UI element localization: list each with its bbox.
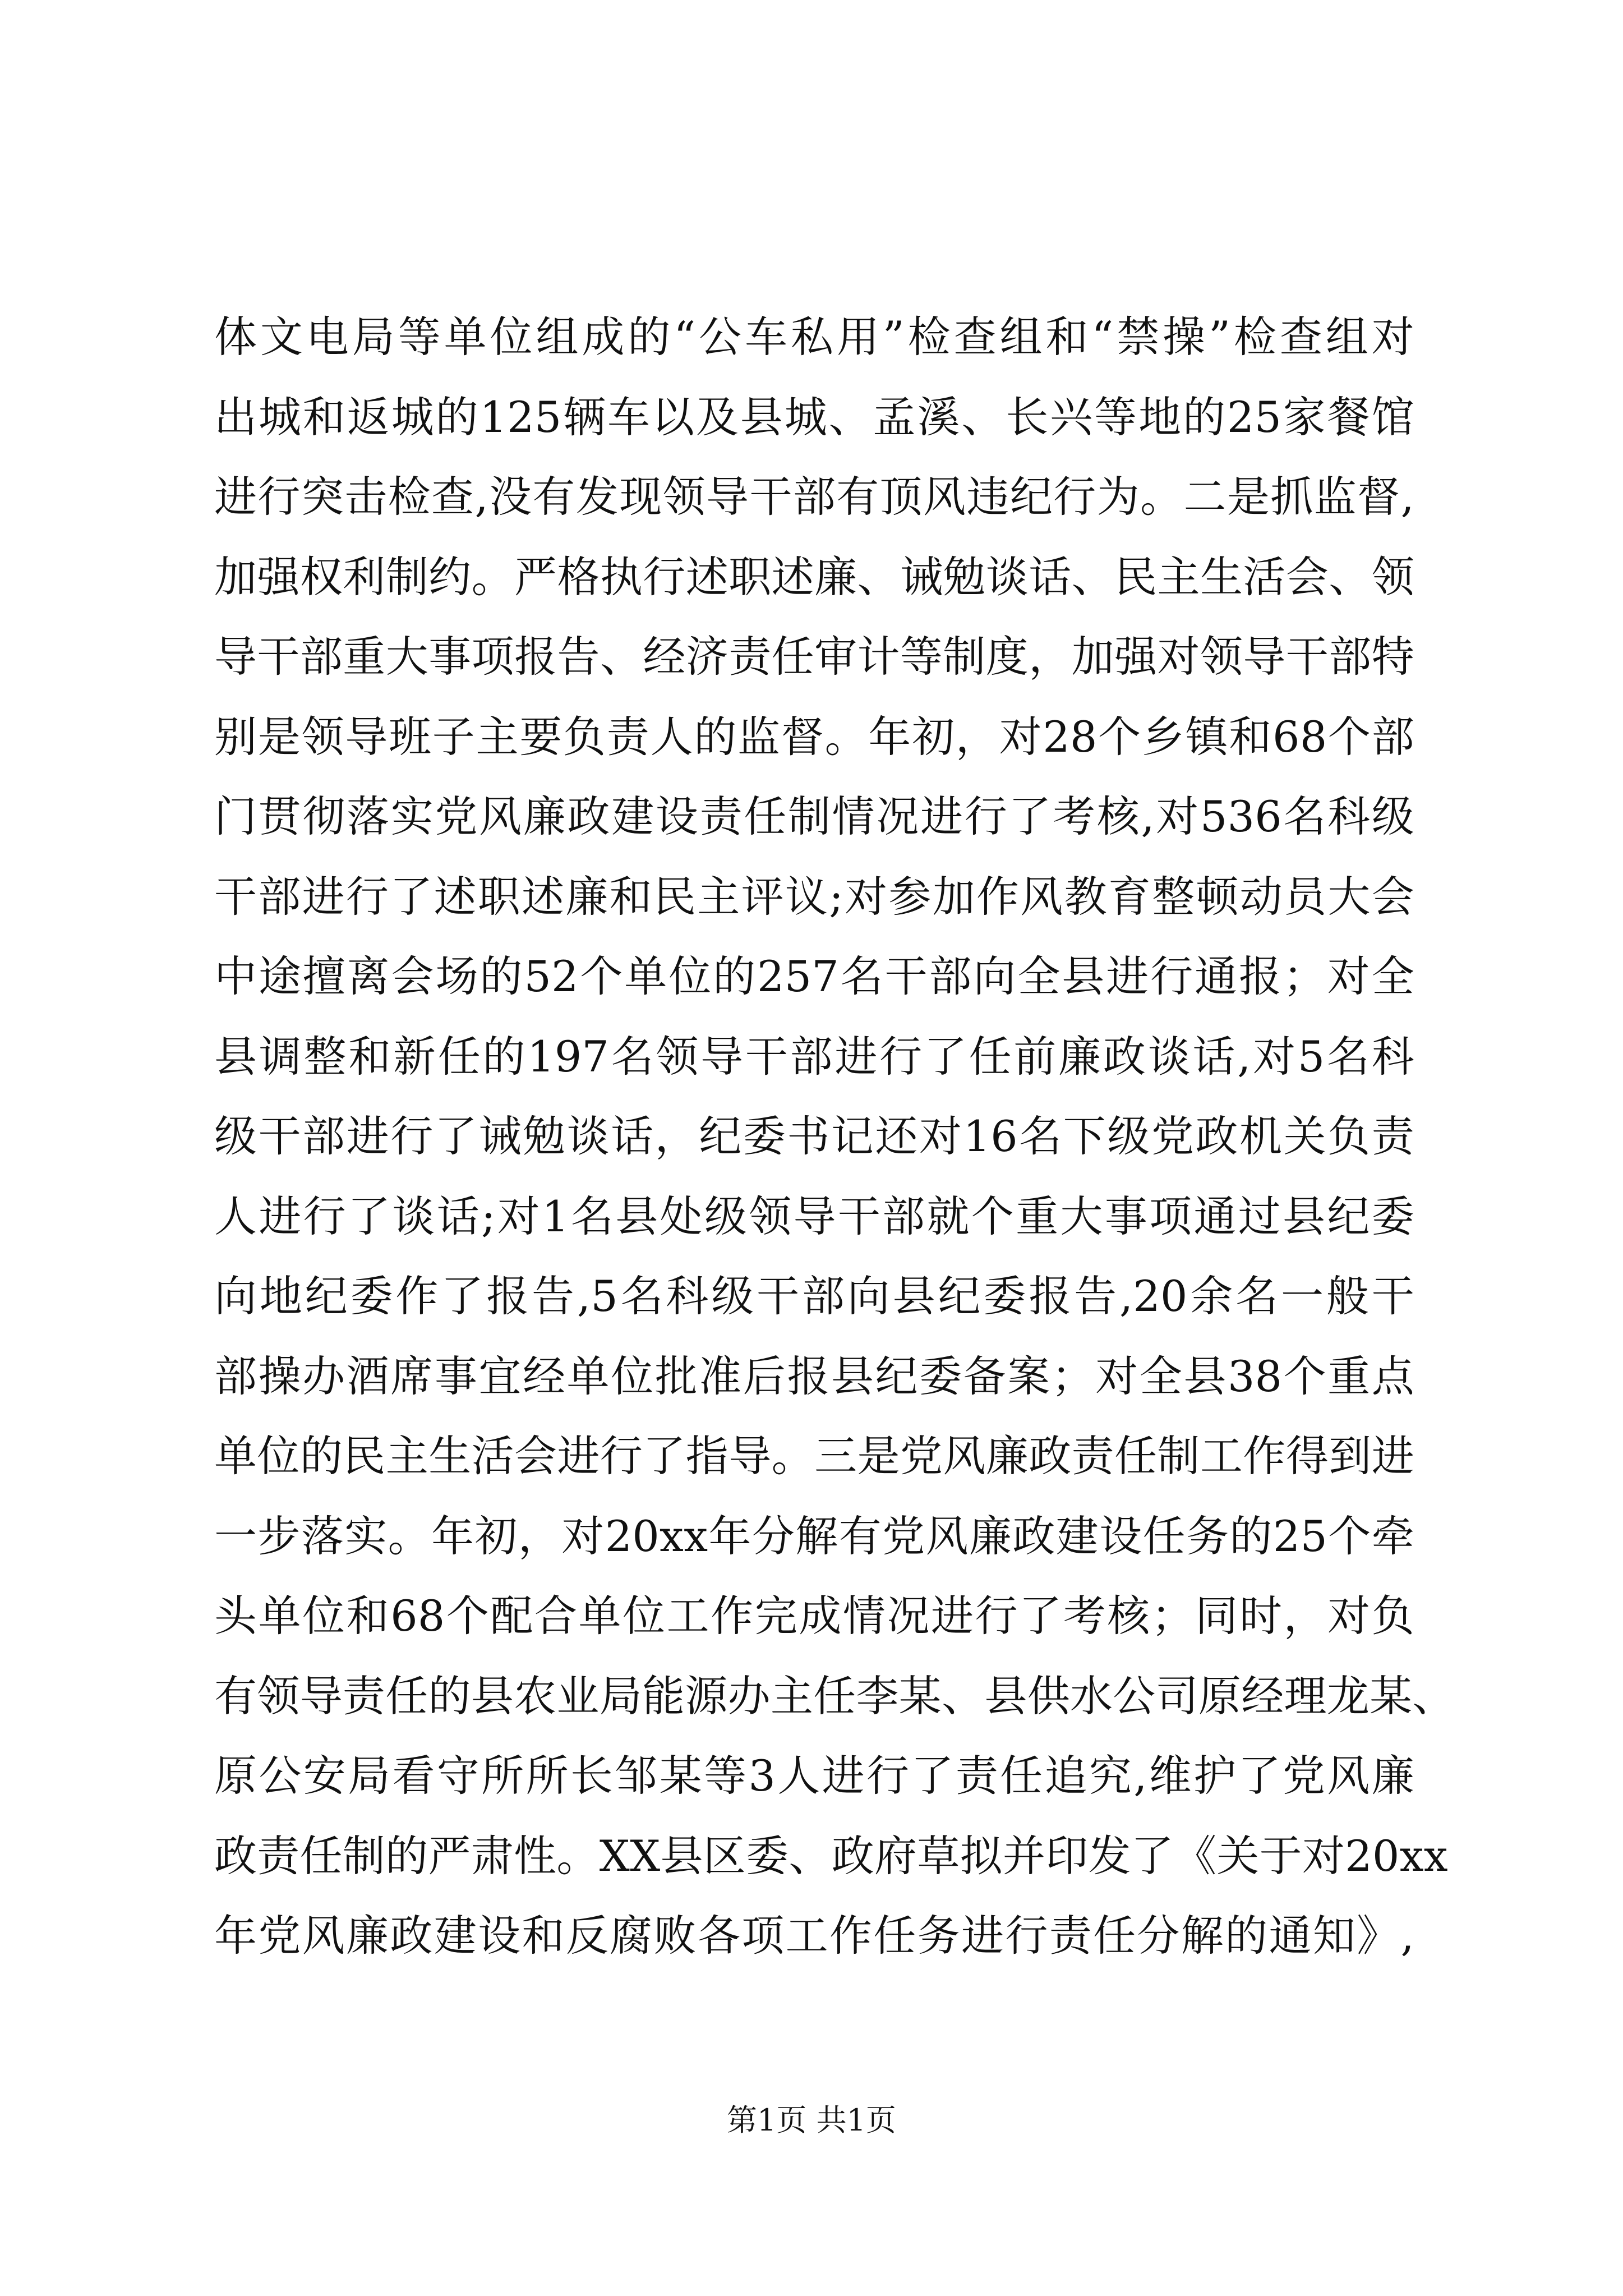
text-line: 原公安局看守所所长邹某等3人进行了责任追究,维护了党风廉 [214,1751,1414,1801]
text-line: 政责任制的严肃性。XX县区委、政府草拟并印发了《关于对20xx [214,1830,1448,1881]
text-line: 中途擅离会场的52个单位的257名干部向全县进行通报；对全 [214,951,1414,1001]
text-line: 部操办酒席事宜经单位批准后报县纪委备案；对全县38个重点 [214,1351,1414,1401]
text-line: 进行突击检查,没有发现领导干部有顶风违纪行为。二是抓监督, [214,472,1414,522]
text-line: 年党风廉政建设和反腐败各项工作任务进行责任分解的通知》, [214,1911,1414,1961]
text-line: 导干部重大事项报告、经济责任审计等制度，加强对领导干部特 [214,632,1414,682]
text-line: 加强权利制约。严格执行述职述廉、诫勉谈话、民主生活会、领 [214,551,1414,602]
text-line: 级干部进行了诫勉谈话，纪委书记还对16名下级党政机关负责 [214,1111,1414,1161]
text-line: 人进行了谈话;对1名县处级领导干部就个重大事项通过县纪委 [214,1191,1414,1241]
text-line: 门贯彻落实党风廉政建设责任制情况进行了考核,对536名科级 [214,792,1414,841]
text-line: 有领导责任的县农业局能源办主任李某、县供水公司原经理龙某、 [214,1671,1455,1721]
body-text [214,297,1455,1976]
page-number-footer: 第1页 共1页 [727,2102,896,2138]
text-line: 向地纪委作了报告,5名科级干部向县纪委报告,20余名一般干 [214,1271,1414,1321]
text-line: 单位的民主生活会进行了指导。三是党风廉政责任制工作得到进 [214,1431,1414,1481]
text-line: 体文电局等单位组成的“公车私用”检查组和“禁操”检查组对 [214,312,1414,362]
text-line: 干部进行了述职述廉和民主评议;对参加作风教育整顿动员大会 [214,871,1414,922]
text-line: 头单位和68个配合单位工作完成情况进行了考核；同时，对负 [214,1591,1414,1641]
text-line: 县调整和新任的197名领导干部进行了任前廉政谈话,对5名科 [214,1031,1414,1082]
text-line: 别是领导班子主要负责人的监督。年初，对28个乡镇和68个部 [214,711,1414,762]
text-line: 一步落实。年初，对20xx年分解有党风廉政建设任务的25个牵 [214,1511,1414,1561]
text-line: 出城和返城的125辆车以及县城、孟溪、长兴等地的25家餐馆 [214,392,1414,442]
